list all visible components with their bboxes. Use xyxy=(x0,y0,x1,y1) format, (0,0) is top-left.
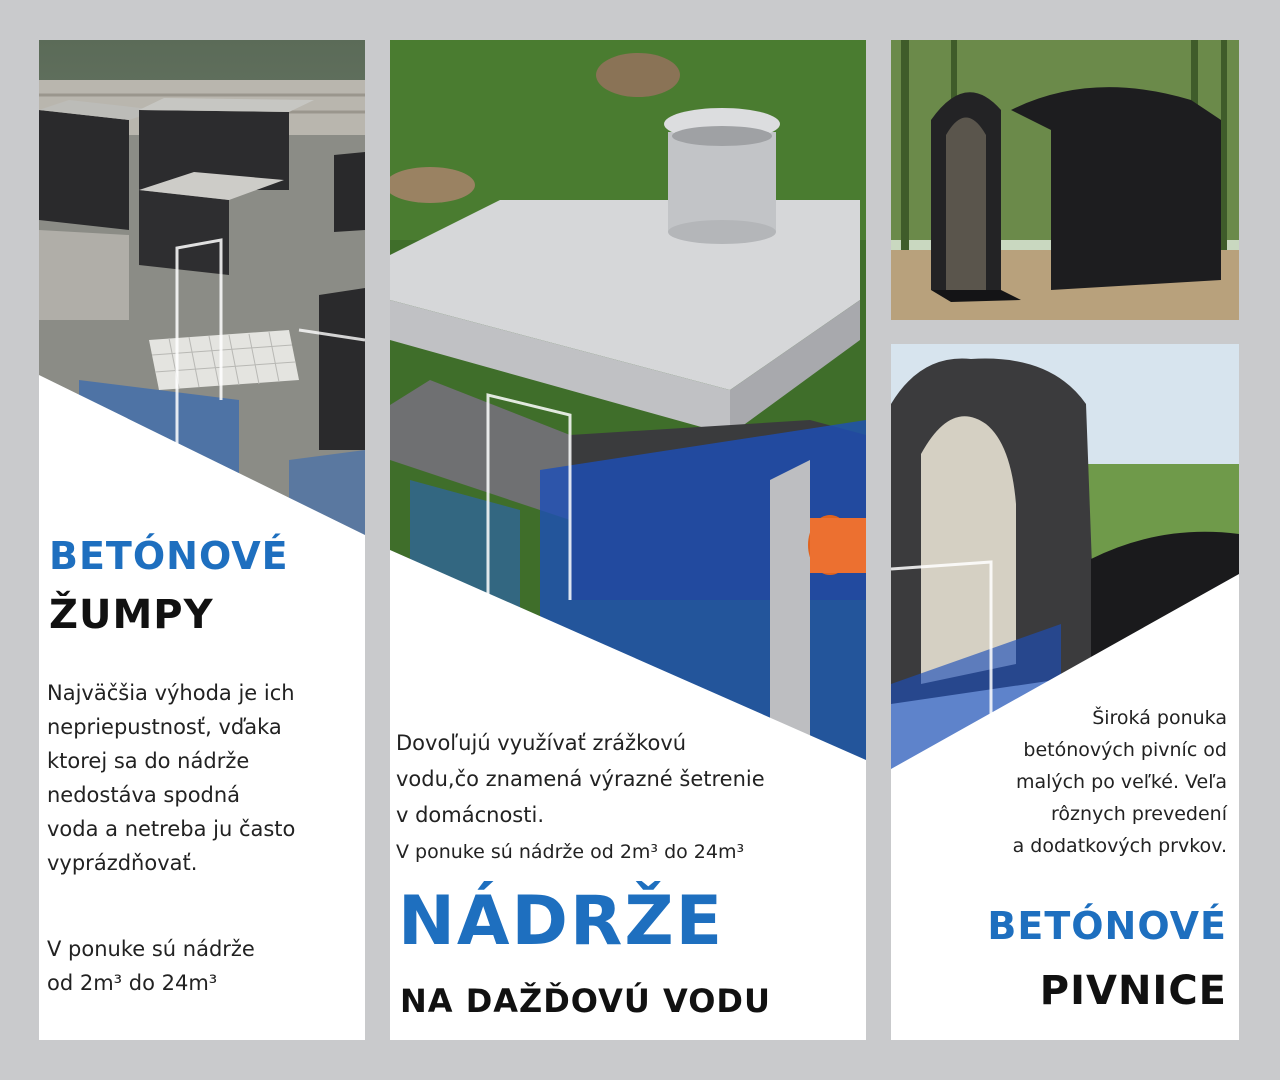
pivnice-description xyxy=(931,702,1227,862)
panel-cellar-photo-top xyxy=(891,40,1239,320)
zumpy-description xyxy=(47,676,295,880)
zumpy-description-line: Najväčšia výhoda je ich xyxy=(47,681,295,705)
nadrze-offer: V ponuke sú nádrže od 2m³ do 24m³ xyxy=(396,841,745,863)
zumpy-description-line: nedostáva spodná xyxy=(47,783,241,807)
zumpy-offer-line: V ponuke sú nádrže xyxy=(47,937,255,961)
zumpy-description-line: ktorej sa do nádrže xyxy=(47,749,250,773)
panel-nadrze xyxy=(390,40,866,1040)
nadrze-heading-blue: NÁDRŽE xyxy=(398,882,725,961)
zumpy-description-line: nepriepustnosť, vďaka xyxy=(47,715,282,739)
zumpy-description-line: vyprázdňovať. xyxy=(47,851,198,875)
nadrze-description-line: vodu,čo znamená výrazné šetrenie xyxy=(396,767,765,791)
zumpy-heading-black: ŽUMPY xyxy=(49,592,214,638)
nadrze-heading-black: NA DAŽĎOVÚ VODU xyxy=(400,982,771,1020)
zumpy-offer xyxy=(47,932,255,1000)
pivnice-heading-blue: BETÓNOVÉ xyxy=(987,904,1227,948)
zumpy-heading-blue: BETÓNOVÉ xyxy=(49,534,289,578)
panel-betonove-zumpy xyxy=(39,40,365,1040)
pivnice-description-line: malých po veľké. Veľa xyxy=(1015,771,1227,793)
pivnice-description-line: betónových pivníc od xyxy=(1023,739,1227,761)
zumpy-description-line: voda a netreba ju často xyxy=(47,817,296,841)
cellar-photo xyxy=(891,40,1239,320)
nadrze-description-line: Dovoľujú využívať zrážkovú xyxy=(396,731,687,755)
nadrze-description xyxy=(396,725,765,833)
pivnice-description-line: a dodatkových prvkov. xyxy=(1012,835,1227,857)
pivnice-description-line: rôznych prevedení xyxy=(1051,803,1227,825)
zumpy-offer-line: od 2m³ do 24m³ xyxy=(47,971,218,995)
pivnice-description-line: Široká ponuka xyxy=(1092,707,1227,729)
nadrze-description-line: v domácnosti. xyxy=(396,803,544,827)
panel-betonove-pivnice xyxy=(891,344,1239,1040)
pivnice-heading-black: PIVNICE xyxy=(1039,968,1227,1014)
